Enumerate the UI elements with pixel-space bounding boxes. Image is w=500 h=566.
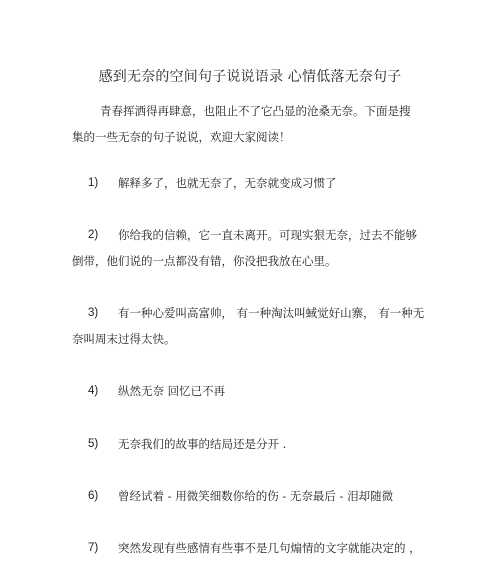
list-item [72, 170, 432, 196]
document-title: 感到无奈的空间句子说说语录 心情低落无奈句子 [98, 69, 402, 85]
item-text: 有一种心爱叫高富帅， 有一种淘汰叫蜮觉好山寨， 有一种无 [118, 306, 425, 320]
item-number: 2) [88, 229, 99, 241]
item-number: 3) [88, 307, 99, 319]
item-number: 7) [88, 542, 99, 554]
item-number: 1) [88, 177, 99, 189]
item-text-continued: 奈叫周末过得太快。 [72, 332, 176, 346]
item-text: 曾经试着 - 用微笑细数你给的伤 - 无奈最后 - 泪却随微 [118, 489, 394, 503]
list-item [72, 483, 432, 509]
item-text: 你给我的信赖，它一直未离开。可现实狠无奈，过去不能够 [118, 228, 417, 242]
list-item [72, 300, 432, 352]
item-number: 5) [88, 438, 99, 450]
item-text: 突然发现有些感情有些事不是几句煽情的文字就能决定的 ， [118, 541, 421, 555]
list-item [72, 431, 432, 457]
intro-paragraph [72, 98, 412, 150]
intro-line-1: 青春挥洒得再肆意，也阻止不了它凸显的沧桑无奈。下面是搜 [100, 104, 411, 118]
list-item [72, 378, 432, 404]
item-text: 无奈我们的故事的结局还是分开 . [118, 437, 287, 451]
intro-line-2: 集的一些无奈的句子说说，欢迎大家阅读！ [72, 130, 291, 144]
item-text: 解释多了，也就无奈了，无奈就变成习惯了 [118, 176, 337, 190]
list-item [72, 222, 432, 274]
item-text: 纵然无奈 回忆已不再 [118, 384, 226, 398]
list-item [72, 535, 432, 561]
item-number: 6) [88, 490, 99, 502]
item-number: 4) [88, 385, 99, 397]
item-text-continued: 倒带，他们说的一点都没有错，你没把我放在心里。 [72, 254, 337, 268]
